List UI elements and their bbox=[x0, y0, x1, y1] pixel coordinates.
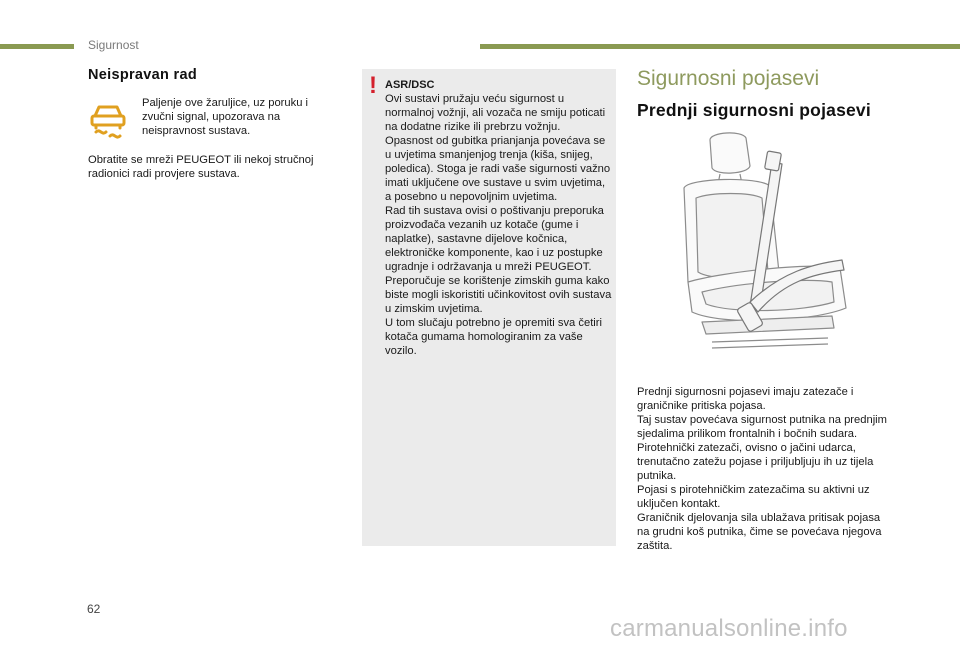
note-paragraph: U tom slučaju potrebno je opremiti sva četiri kotača gumama homologiranim za vaše vozilo. bbox=[385, 317, 603, 357]
note-paragraph: Rad tih sustava ovisi o poštivanju preporuka proizvođača vezanih uz kotače (gume i naplatke), sastavne dijelove kočnica, elektroničke komponente, kao i uz postupke ugradnje i održavanja u mreži PEUGEOT. bbox=[385, 205, 604, 273]
dealer-instruction: Obratite se mreži PEUGEOT ili nekoj stručnoj radionici radi provjere sustava. bbox=[88, 154, 314, 180]
subsection-title: Prednji sigurnosni pojasevi bbox=[637, 100, 871, 120]
note-paragraph: Opasnost od gubitka prianjanja povećava se u uvjetima smanjenjog trenja (kiša, snijeg, poledica). Stoga je radi vaše sigurnosti važno imati uključene ove sustave u svim uvjetima, a posebno u nepovoljnim uvjetima. bbox=[385, 135, 611, 203]
watermark: carmanualsonline.info bbox=[610, 615, 848, 642]
traction-warning-icon bbox=[86, 98, 130, 142]
page-number: 62 bbox=[87, 602, 101, 616]
seatbelt-paragraph: Graničnik djelovanja sila ublažava pritisak pojasa na grudni koš putnika, čime se povećava njegova zaštita. bbox=[637, 512, 882, 552]
warning-exclamation-icon: ! bbox=[369, 72, 377, 99]
chapter-title: Sigurnosni pojasevi bbox=[637, 67, 820, 90]
section-title: Neispravan rad bbox=[88, 67, 197, 83]
note-text bbox=[385, 92, 613, 358]
header-rule-right bbox=[480, 44, 960, 49]
icon-description: Paljenje ove žaruljice, uz poruku i zvučni signal, upozorava na neispravnost sustava. bbox=[142, 97, 309, 137]
seatbelt-paragraph: Prednji sigurnosni pojasevi imaju zatezače i graničnike pritiska pojasa. bbox=[637, 386, 854, 412]
note-title: ASR/DSC bbox=[385, 79, 435, 91]
note-paragraph: Preporučuje se korištenje zimskih guma kako biste mogli iskoristiti učinkovitost ovih sustava u zimskim uvjetima. bbox=[385, 275, 612, 315]
asr-dsc-note bbox=[362, 69, 616, 546]
seat-belt-illustration bbox=[662, 132, 872, 372]
seatbelt-paragraph: Pojasi s pirotehničkim zatezačima su aktivni uz uključen kontakt. bbox=[637, 484, 870, 510]
seatbelt-description bbox=[637, 385, 895, 553]
note-paragraph: Ovi sustavi pružaju veću sigurnost u normalnoj vožnji, ali vozača ne smiju poticati na dodatne rizike ili prebrzu vožnju. bbox=[385, 93, 606, 133]
section-label: Sigurnost bbox=[88, 38, 139, 52]
seatbelt-paragraph: Taj sustav povećava sigurnost putnika na prednjim sjedalima prilikom frontalnih i bočnih sudara. Pirotehnički zatezači, ovisno o jačini udarca, trenutačno zatežu pojase i priljubljuju ih uz tijela putnika. bbox=[637, 414, 887, 482]
header-rule-left bbox=[0, 44, 74, 49]
